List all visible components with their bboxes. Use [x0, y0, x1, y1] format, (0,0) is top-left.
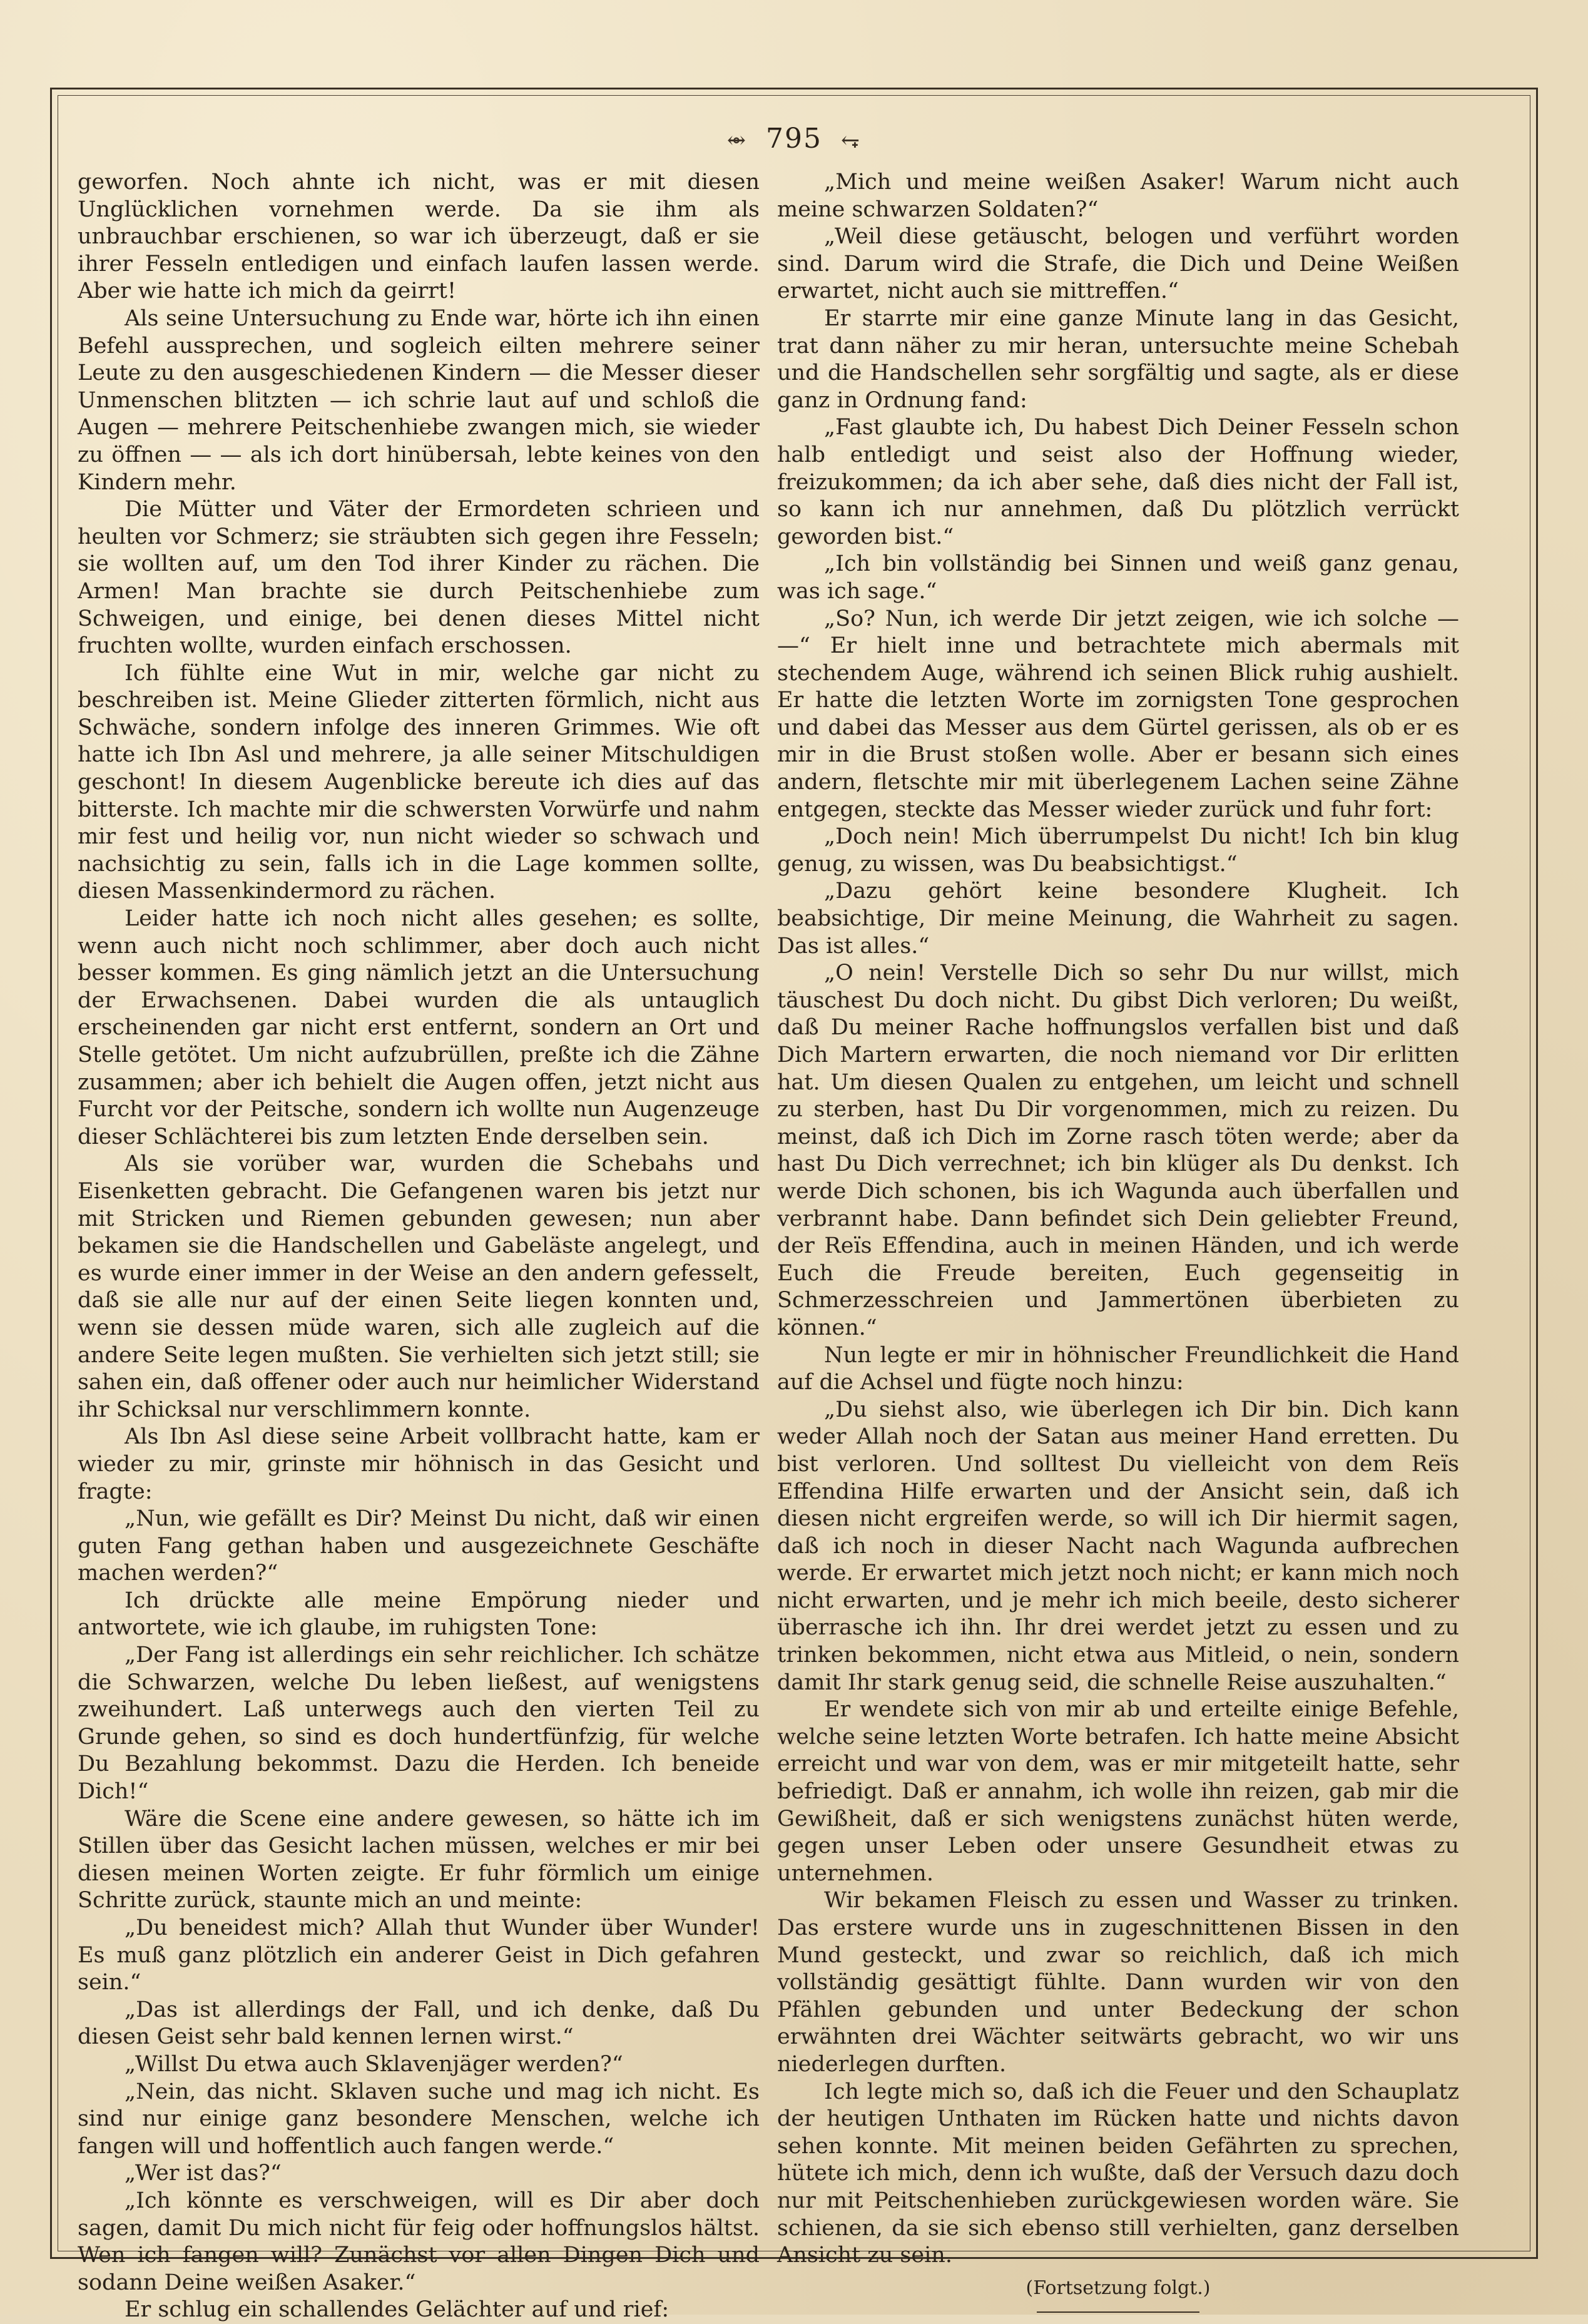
continuation-note: (Fortsetzung folgt.) [1026, 2276, 1211, 2299]
right-text-column [777, 169, 1459, 2313]
paragraph: „Doch nein! Mich überrumpelst Du nicht! Ich bin klug genug, zu wissen, was Du beabsichtigst.“ [777, 824, 1459, 877]
paragraph: „Das ist allerdings der Fall, und ich denke, daß Du diesen Geist sehr bald kennen lernen wirst.“ [78, 1997, 760, 2050]
paragraph: Als Ibn Asl diese seine Arbeit vollbracht hatte, kam er wieder zu mir, grinste mir höhnisch in das Gesicht und fragte: [78, 1424, 760, 1504]
page-header [0, 123, 1588, 155]
paragraph: Er starrte mir eine ganze Minute lang in das Gesicht, trat dann näher zu mir heran, untersuchte meine Schebah und die Handschellen sehr sorgfältig und sagte, als er diese ganz in Ordnung fand: [777, 305, 1459, 413]
paragraph: geworfen. Noch ahnte ich nicht, was er mit diesen Unglücklichen vornehmen werde. Da sie ihm als unbrauchbar erschienen, so war ich überzeugt, daß er sie ihrer Fesseln entledigen und einfach laufen lassen werde. Aber wie hatte ich mich da geirrt! [78, 170, 760, 304]
paragraph: Nun legte er mir in höhnischer Freundlichkeit die Hand auf die Achsel und fügte noch hinzu: [777, 1342, 1459, 1395]
ornament-right-icon: ⥆ [840, 128, 862, 153]
left-text-column [78, 169, 760, 2324]
paragraph: „Wer ist das?“ [125, 2161, 282, 2186]
paragraph: Er schlug ein schallendes Gelächter auf und rief: [125, 2297, 669, 2323]
paragraph: Ich drückte alle meine Empörung nieder und antwortete, wie ich glaube, im ruhigsten Tone: [78, 1588, 760, 1641]
paragraph: Wäre die Scene eine andere gewesen, so hätte ich im Stillen über das Gesicht lachen müssen, welches er mir bei diesen meinen Worten zeigte. Er fuhr förmlich um einige Schritte zurück, staunte mich an und meinte: [78, 1806, 760, 1914]
paragraph: „Fast glaubte ich, Du habest Dich Deiner Fesseln schon halb entledigt und seist also der Hoffnung wieder, freizukommen; da ich aber sehe, daß dies nicht der Fall ist, so kann ich nur annehmen, daß Du plötzlich verrückt geworden bist.“ [777, 415, 1459, 549]
paragraph: Die Mütter und Väter der Ermordeten schrieen und heulten vor Schmerz; sie sträubten sich gegen ihre Fesseln; sie wollten auf, um den Tod ihrer Kinder zu rächen. Die Armen! Man brachte sie durch Peitschenhiebe zum Schweigen, und einige, bei denen dieses Mittel nicht fruchten wollte, wurden einfach erschossen. [78, 497, 760, 659]
paragraph: „Ich könnte es verschweigen, will es Dir aber doch sagen, damit Du mich nicht für feig oder hoffnungslos hältst. Wen ich fangen will? Zunächst vor allen Dingen Dich und sodann Deine weißen Asaker.“ [78, 2188, 760, 2295]
paragraph: „Der Fang ist allerdings ein sehr reichlicher. Ich schätze die Schwarzen, welche Du leben ließest, auf wenigstens zweihundert. Laß unterwegs auch den vierten Teil zu Grunde gehen, so sind es doch hundertfünfzig, für welche Du Bezahlung bekommst. Dazu die Herden. Ich beneide Dich!“ [78, 1643, 760, 1805]
end-rule [1037, 2311, 1199, 2313]
paragraph: „Ich bin vollständig bei Sinnen und weiß ganz genau, was ich sage.“ [777, 551, 1459, 604]
paragraph: Leider hatte ich noch nicht alles gesehen; es sollte, wenn auch nicht noch schlimmer, aber doch auch nicht besser kommen. Es ging nämlich jetzt an die Untersuchung der Erwachsenen. Dabei wurden die als untauglich erscheinenden gar nicht erst entfernt, sondern an Ort und Stelle getötet. Um nicht aufzubrüllen, preßte ich die Zähne zusammen; aber ich behielt die Augen offen, jetzt nicht aus Furcht vor der Peitsche, sondern ich wollte nun Augenzeuge dieser Schlächterei bis zum letzten Ende derselben sein. [78, 906, 760, 1149]
paragraph: „Weil diese getäuscht, belogen und verführt worden sind. Darum wird die Strafe, die Dich und Deine Weißen erwartet, nicht auch sie mittreffen.“ [777, 224, 1459, 304]
ornament-left-icon: ⥈ [726, 128, 747, 153]
paragraph: Als seine Untersuchung zu Ende war, hörte ich ihn einen Befehl aussprechen, und sogleich eilten mehrere seiner Leute zu den ausgeschiedenen Kindern — die Messer dieser Unmenschen blitzten — ich schrie laut auf und schloß die Augen — mehrere Peitschenhiebe zwangen mich, sie wieder zu öffnen — — als ich dort hinübersah, lebte keines von den Kindern mehr. [78, 305, 760, 495]
paragraph: „Mich und meine weißen Asaker! Warum nicht auch meine schwarzen Soldaten?“ [777, 170, 1459, 222]
page-number: 795 [766, 123, 822, 155]
paragraph: „Du siehst also, wie überlegen ich Dir bin. Dich kann weder Allah noch der Satan aus meiner Hand erretten. Du bist verloren. Und solltest Du vielleicht von dem Reïs Effendina Hilfe erwarten und der Ansicht sein, daß ich diesen nicht ergreifen werde, so will ich Dir hiermit sagen, daß ich noch in dieser Nacht nach Wagunda aufbrechen werde. Er erwartet mich jetzt noch nicht; er kann mich noch nicht erwarten, und je mehr ich mich beeile, desto sicherer überrasche ich ihn. Ihr drei werdet jetzt zu essen und zu trinken bekommen, nicht etwa aus Mitleid, o nein, sondern damit Ihr stark genug seid, die schnelle Reise auszuhalten.“ [777, 1397, 1459, 1695]
paragraph: Als sie vorüber war, wurden die Schebahs und Eisenketten gebracht. Die Gefangenen waren bis jetzt nur mit Stricken und Riemen gebunden gewesen; nun aber bekamen sie die Handschellen und Gabeläste angelegt, und es wurde einer immer in der Weise an den andern gefesselt, daß sie alle nur auf der einen Seite liegen konnten und, wenn sie dessen müde waren, sich alle zugleich auf die andere Seite legen mußten. Sie verhielten sich jetzt still; sie sahen ein, daß offener oder auch nur heimlicher Widerstand ihr Schicksal nur verschlimmern konnte. [78, 1151, 760, 1422]
paragraph: Wir bekamen Fleisch zu essen und Wasser zu trinken. Das erstere wurde uns in zugeschnittenen Bissen in den Mund gesteckt, und zwar so reichlich, daß ich mich vollständig gesättigt fühlte. Dann wurden wir von den Pfählen gebunden und unter Bedeckung der schon erwähnten drei Wächter seitwärts gebracht, wo wir uns niederlegen durften. [777, 1888, 1459, 2077]
paragraph: „Du beneidest mich? Allah thut Wunder über Wunder! Es muß ganz plötzlich ein anderer Geist in Dich gefahren sein.“ [78, 1915, 760, 1995]
paragraph: „O nein! Verstelle Dich so sehr Du nur willst, mich täuschest Du doch nicht. Du gibst Dich verloren; Du weißt, daß Du meiner Rache hoffnungslos verfallen bist und daß Dich Martern erwarten, die noch niemand vor Dir erlitten hat. Um diesen Qualen zu entgehen, um leicht und schnell zu sterben, hast Du Dir vorgenommen, mich zu reizen. Du meinst, daß ich Dich im Zorne rasch töten werde; aber da hast Du Dich verrechnet; ich bin klüger als Du denkst. Ich werde Dich schonen, bis ich Wagunda auch überfallen und verbrannt habe. Dann befindet sich Dein geliebter Freund, der Reïs Effendina, auch in meinen Händen, und ich werde Euch die Freude bereiten, Euch gegenseitig in Schmerzesschreien und Jammertönen überbieten zu können.“ [777, 961, 1459, 1340]
paragraph: „Nein, das nicht. Sklaven suche und mag ich nicht. Es sind nur einige ganz besondere Menschen, welche ich fangen will und hoffentlich auch fangen werde.“ [78, 2079, 760, 2159]
paragraph: Er wendete sich von mir ab und erteilte einige Befehle, welche seine letzten Worte betrafen. Ich hatte meine Absicht erreicht und war von dem, was er mir mitgeteilt hatte, sehr befriedigt. Daß er annahm, ich wolle ihn reizen, gab mir die Gewißheit, daß er sich wenigstens zunächst hüten werde, gegen unser Leben oder unsere Gesundheit etwas zu unternehmen. [777, 1697, 1459, 1886]
paragraph: Ich legte mich so, daß ich die Feuer und den Schauplatz der heutigen Unthaten im Rücken hatte und nichts davon sehen konnte. Mit meinen beiden Gefährten zu sprechen, hütete ich mich, denn ich wußte, daß der Versuch dazu doch nur mit Peitschenhieben zurückgewiesen worden wäre. Sie schienen, da sie sich ebenso still verhielten, ganz derselben Ansicht zu sein. [777, 2079, 1459, 2268]
paragraph: Ich fühlte eine Wut in mir, welche gar nicht zu beschreiben ist. Meine Glieder zitterten förmlich, nicht aus Schwäche, sondern infolge des inneren Grimmes. Wie oft hatte ich Ibn Asl und mehrere, ja alle seiner Mitschuldigen geschont! In diesem Augenblicke bereute ich dies auf das bitterste. Ich machte mir die schwersten Vorwürfe und nahm mir fest und heilig vor, nun nicht wieder so schwach und nachsichtig zu sein, falls ich in die Lage kommen sollte, diesen Massenkindermord zu rächen. [78, 660, 760, 904]
paragraph: „Nun, wie gefällt es Dir? Meinst Du nicht, daß wir einen guten Fang gethan haben und ausgezeichnete Geschäfte machen werden?“ [78, 1506, 760, 1586]
paragraph: „Willst Du etwa auch Sklavenjäger werden?“ [125, 2051, 623, 2077]
paragraph: „Dazu gehört keine besondere Klugheit. Ich beabsichtige, Dir meine Meinung, die Wahrheit zu sagen. Das ist alles.“ [777, 879, 1459, 959]
paragraph: „So? Nun, ich werde Dir jetzt zeigen, wie ich solche — —“ Er hielt inne und betrachtete mich abermals mit stechendem Auge, während ich seinen Blick ruhig aushielt. Er hatte die letzten Worte im zornigsten Tone gesprochen und dabei das Messer aus dem Gürtel gerissen, als ob er es mir in die Brust stoßen wolle. Aber er besann sich eines andern, fletschte mir mit überlegenem Lachen seine Zähne entgegen, steckte das Messer wieder zurück und fuhr fort: [777, 606, 1459, 822]
